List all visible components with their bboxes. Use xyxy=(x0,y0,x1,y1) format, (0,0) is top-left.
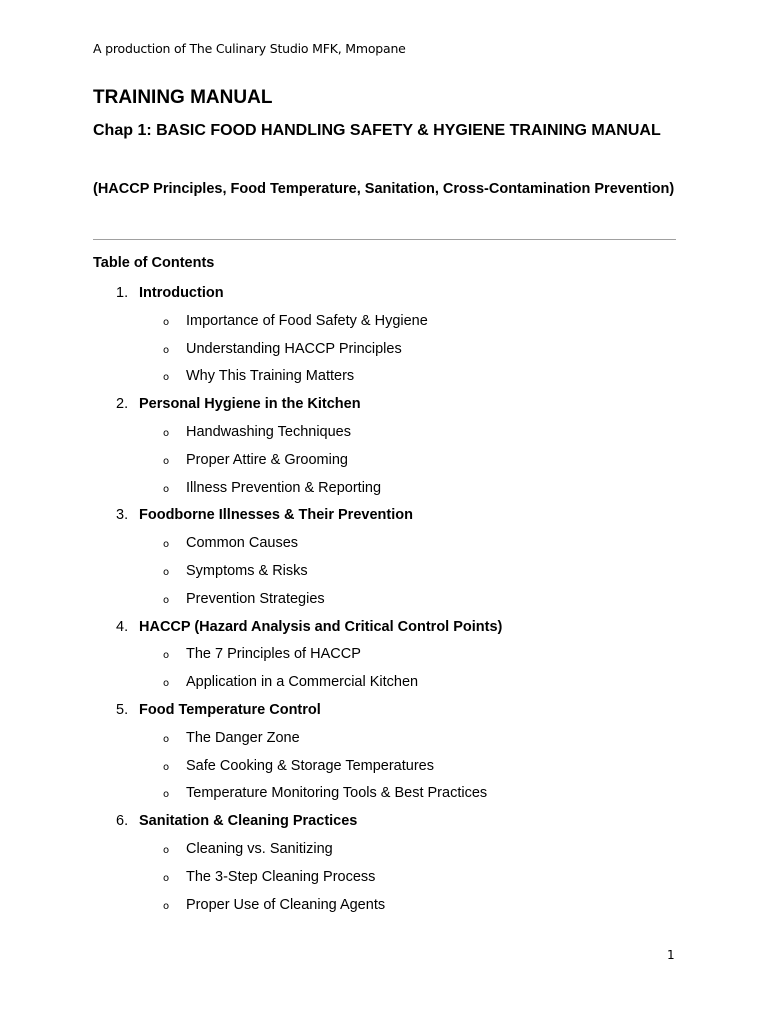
toc-item xyxy=(0,836,768,864)
hollow-bullet-icon: o xyxy=(163,566,170,578)
toc-section-number: 4. xyxy=(116,618,129,635)
toc-item-label: Importance of Food Safety & Hygiene xyxy=(186,312,428,329)
toc-item-label: Application in a Commercial Kitchen xyxy=(186,674,419,691)
toc-item xyxy=(0,753,768,781)
chapter-title: Chap 1: BASIC FOOD HANDLING SAFETY & HYGIENE TRAINING MANUAL xyxy=(93,122,661,139)
toc-section xyxy=(0,697,768,725)
toc-item-label: The Danger Zone xyxy=(186,729,300,746)
toc-item xyxy=(0,475,768,503)
toc-item xyxy=(0,447,768,475)
toc-section-number: 1. xyxy=(116,285,129,301)
hollow-bullet-icon: o xyxy=(163,344,170,356)
toc-item xyxy=(0,530,768,558)
toc-item xyxy=(0,892,768,920)
toc-item-label: Common Causes xyxy=(186,535,299,552)
subtitle: (HACCP Principles, Food Temperature, Sanitation, Cross-Contamination Prevention) xyxy=(93,181,675,197)
hollow-bullet-icon: o xyxy=(163,483,170,495)
toc-item xyxy=(0,669,768,697)
hollow-bullet-icon: o xyxy=(163,594,170,606)
toc-item-label: Proper Attire & Grooming xyxy=(186,451,348,468)
toc-section xyxy=(0,614,768,642)
hollow-bullet-icon: o xyxy=(163,900,170,912)
hollow-bullet-icon: o xyxy=(163,455,170,467)
hollow-bullet-icon: o xyxy=(163,372,170,384)
horizontal-divider xyxy=(93,239,676,240)
toc-item xyxy=(0,363,768,391)
toc-item xyxy=(0,336,768,364)
page-number: 1 xyxy=(667,948,675,962)
toc-section xyxy=(0,808,768,836)
toc-section-title: Sanitation & Cleaning Practices xyxy=(139,813,358,830)
toc-section-title: Food Temperature Control xyxy=(139,701,321,718)
toc-item xyxy=(0,641,768,669)
header-note: A production of The Culinary Studio MFK, Mmopane xyxy=(93,41,406,56)
toc-item-label: Cleaning vs. Sanitizing xyxy=(186,840,333,857)
toc-section-number: 6. xyxy=(116,813,129,830)
toc-section-number: 3. xyxy=(116,507,129,524)
toc-item-label: Proper Use of Cleaning Agents xyxy=(186,896,386,913)
toc-section-number: 5. xyxy=(116,701,129,718)
toc-item xyxy=(0,586,768,614)
hollow-bullet-icon: o xyxy=(163,872,170,884)
toc-item xyxy=(0,308,768,336)
hollow-bullet-icon: o xyxy=(163,844,170,856)
toc-heading: Table of Contents xyxy=(93,255,215,271)
hollow-bullet-icon: o xyxy=(163,733,170,745)
hollow-bullet-icon: o xyxy=(163,316,170,328)
toc-item xyxy=(0,419,768,447)
toc-item xyxy=(0,780,768,808)
hollow-bullet-icon: o xyxy=(163,761,170,773)
toc-item-label: The 7 Principles of HACCP xyxy=(186,646,361,663)
toc-item-label: Prevention Strategies xyxy=(186,590,325,607)
toc-item-label: Illness Prevention & Reporting xyxy=(186,479,382,496)
toc-item xyxy=(0,864,768,892)
toc-section xyxy=(0,391,768,419)
toc-item-label: Why This Training Matters xyxy=(186,368,355,385)
document-title: TRAINING MANUAL xyxy=(93,87,273,108)
hollow-bullet-icon: o xyxy=(163,427,170,439)
toc-section-title: Personal Hygiene in the Kitchen xyxy=(139,396,361,413)
hollow-bullet-icon: o xyxy=(163,650,170,662)
toc-item xyxy=(0,558,768,586)
toc-item-label: The 3-Step Cleaning Process xyxy=(186,868,376,885)
toc-item-label: Handwashing Techniques xyxy=(186,423,351,440)
toc-section-number: 2. xyxy=(116,396,129,413)
toc-section-title: HACCP (Hazard Analysis and Critical Control Points) xyxy=(139,618,503,635)
hollow-bullet-icon: o xyxy=(163,789,170,801)
toc-section-title: Foodborne Illnesses & Their Prevention xyxy=(139,507,413,524)
hollow-bullet-icon: o xyxy=(163,539,170,551)
toc-item-label: Safe Cooking & Storage Temperatures xyxy=(186,757,434,774)
toc-section xyxy=(0,280,768,308)
toc-item-label: Temperature Monitoring Tools & Best Practices xyxy=(186,785,488,802)
table-of-contents xyxy=(0,280,768,919)
toc-item xyxy=(0,725,768,753)
toc-section-title: Introduction xyxy=(139,285,224,301)
hollow-bullet-icon: o xyxy=(163,678,170,690)
toc-section xyxy=(0,502,768,530)
toc-item-label: Symptoms & Risks xyxy=(186,562,308,579)
toc-item-label: Understanding HACCP Principles xyxy=(186,340,402,357)
